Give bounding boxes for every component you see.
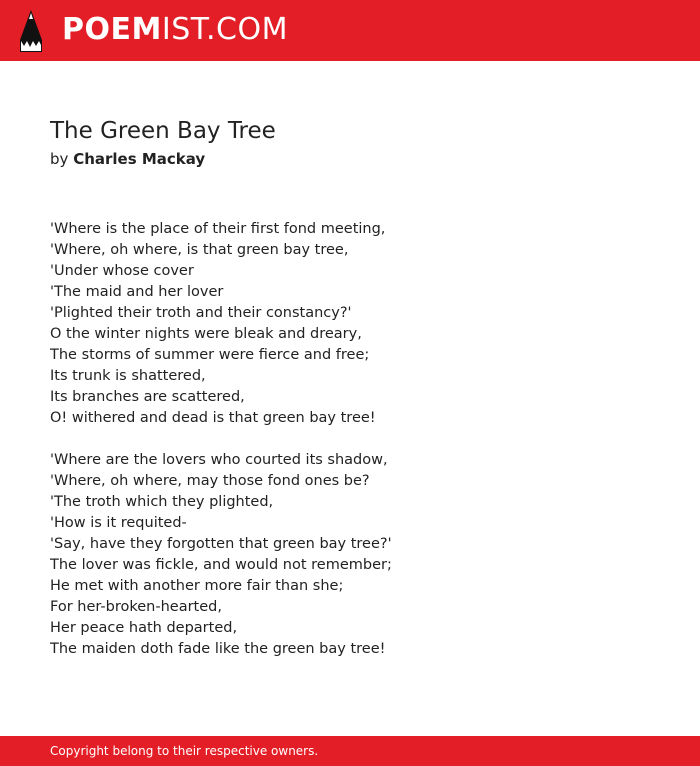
poem-title: The Green Bay Tree — [50, 118, 276, 144]
site-logo[interactable] — [62, 11, 288, 49]
site-header — [0, 0, 700, 61]
poem-author: Charles Mackay — [73, 150, 206, 168]
poem-line: Its trunk is shattered, — [50, 368, 206, 384]
poem-line: 'How is it requited- — [50, 515, 187, 531]
poem-line: For her-broken-hearted, — [50, 599, 222, 615]
poem-line: Her peace hath departed, — [50, 620, 238, 636]
poem-line: O the winter nights were bleak and dreary, — [50, 326, 362, 342]
poem-line: 'The troth which they plighted, — [50, 494, 274, 510]
poem-line: 'Plighted their troth and their constancy?' — [50, 305, 352, 321]
poem-line: 'Where, oh where, may those fond ones be? — [50, 473, 370, 489]
copyright-text: Copyright belong to their respective owners. — [50, 744, 319, 758]
logo-text-light: IST.COM — [161, 12, 288, 47]
logo-text-strong: POEM — [62, 12, 162, 47]
site-footer — [0, 736, 700, 766]
pencil-icon[interactable] — [18, 10, 44, 52]
poem-byline — [50, 148, 205, 170]
poem-line: O! withered and dead is that green bay tree! — [50, 410, 376, 426]
poem-line: He met with another more fair than she; — [50, 578, 344, 594]
stanza-1 — [50, 219, 650, 429]
poem-line: The lover was fickle, and would not remember; — [50, 557, 392, 573]
poem-line: 'Where is the place of their first fond meeting, — [50, 221, 386, 237]
stanza-2 — [50, 450, 650, 660]
poem-body — [50, 219, 650, 681]
poem-line: 'Where are the lovers who courted its shadow, — [50, 452, 388, 468]
poem-line: The maiden doth fade like the green bay tree! — [50, 641, 386, 657]
by-label: by — [50, 150, 69, 168]
poem-line: 'Say, have they forgotten that green bay tree?' — [50, 536, 392, 552]
poem-line: 'Under whose cover — [50, 263, 194, 279]
poem-line: The storms of summer were fierce and free; — [50, 347, 370, 363]
poem-line: Its branches are scattered, — [50, 389, 245, 405]
poem-line: 'The maid and her lover — [50, 284, 224, 300]
poem-line: 'Where, oh where, is that green bay tree, — [50, 242, 349, 258]
